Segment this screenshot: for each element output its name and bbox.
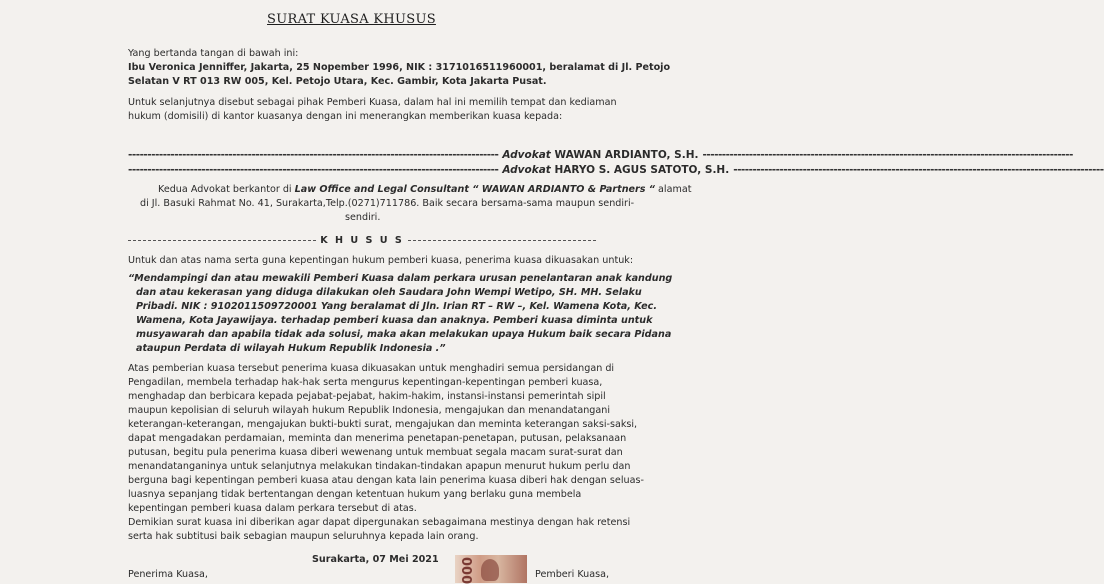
dash-leader: ------------------------------------------------------------------------------------------------ <box>128 164 499 176</box>
revenue-stamp <box>455 555 527 583</box>
body-line: Atas pemberian kuasa tersebut penerima kuasa dikuasakan untuk menghadiri semua persidangan di <box>128 363 615 374</box>
body-line: keterangan-keterangan, mengajukan bukti-bukti surat, mengajukan dan meminta keterangan saksi-saksi, <box>128 419 638 430</box>
quote-line: Pribadi. NIK : 9102011509720001 Yang beralamat di Jln. Irian RT – RW –, Kel. Wamena Kota, Kec. <box>136 301 657 312</box>
place-date: Surakarta, 07 Mei 2021 <box>312 554 439 565</box>
divider-rule <box>408 240 596 241</box>
principal-line-1: Ibu Veronica Jenniffer, Jakarta, 25 Nopember 1996, NIK : 3171016511960001, beralamat di Jl. Petojo <box>128 62 671 73</box>
closing-line-1: Demikian surat kuasa ini diberikan agar dapat dipergunakan sebagaimana mestinya dengan hak retensi <box>128 517 631 528</box>
advocate-1-row <box>128 148 1073 162</box>
paragraph-2: Untuk dan atas nama serta guna kepentingan hukum pemberi kuasa, penerima kuasa dikuasakan untuk: <box>128 255 634 266</box>
body-line: Pengadilan, membela terhadap hak-hak serta mengurus kepentingan-kepentingan pemberi kuasa, <box>128 377 603 388</box>
body-line: menandatanganinya untuk selanjutnya melakukan tindakan-tindakan apapun menurut hukum perlu dan <box>128 461 631 472</box>
quote-line: musyawarah dan apabila tidak ada solusi, maka akan melakukan upaya Hukum baik secara Pidana <box>136 329 672 340</box>
body-line: kepentingan pemberi kuasa dalam perkara tersebut di atas. <box>128 503 417 514</box>
quote-line: dan atau kekerasan yang diduga dilakukan oleh Saudara John Wempi Wetipo, SH. MH. Selaku <box>136 287 642 298</box>
office-line-3: sendiri. <box>345 212 381 223</box>
divider-rule <box>128 240 316 241</box>
khusus-label: K H U S U S <box>320 235 404 246</box>
advocate-2: Advokat HARYO S. AGUS SATOTO, S.H. <box>502 164 730 176</box>
quote-line: Wamena, Kota Jayawijaya. terhadap pemberi kuasa dan anaknya. Pemberi kuasa diminta untuk <box>136 315 653 326</box>
principal-line-2: Selatan V RT 013 RW 005, Kel. Petojo Utara, Kec. Gambir, Kota Jakarta Pusat. <box>128 76 547 87</box>
quote-line: ataupun Perdata di wilayah Hukum Republik Indonesia .” <box>136 343 446 354</box>
paragraph-1-line-2: hukum (domisili) di kantor kuasanya dengan ini menerangkan memberikan kuasa kepada: <box>128 111 563 122</box>
receiver-label: Penerima Kuasa, <box>128 569 208 580</box>
khusus-divider <box>128 234 596 247</box>
closing-line-2: serta hak subtitusi baik sebagian maupun seluruhnya kepada lain orang. <box>128 531 479 542</box>
dash-leader: ------------------------------------------------------------------------------------------------ <box>733 164 1104 176</box>
body-line: maupun kepolisian di seluruh wilayah hukum Republik Indonesia, mengajukan dan menandatangani <box>128 405 610 416</box>
giver-label: Pemberi Kuasa, <box>535 569 610 580</box>
intro-text: Yang bertanda tangan di bawah ini: <box>128 48 299 59</box>
advocate-1: Advokat WAWAN ARDIANTO, S.H. <box>502 149 699 161</box>
garuda-emblem-icon <box>481 559 499 581</box>
paragraph-1-line-1: Untuk selanjutnya disebut sebagai pihak Pemberi Kuasa, dalam hal ini memilih tempat dan kediaman <box>128 97 617 108</box>
body-line: putusan, begitu pula penerima kuasa diberi wewenang untuk membuat segala macam surat-surat dan <box>128 447 623 458</box>
dash-leader: ------------------------------------------------------------------------------------------------ <box>128 149 499 161</box>
dash-leader: ------------------------------------------------------------------------------------------------ <box>702 149 1073 161</box>
body-line: menghadap dan berbicara kepada pejabat-pejabat, hakim-hakim, instansi-instansi pemerintah sipil <box>128 391 606 402</box>
body-line: berguna bagi kepentingan pemberi kuasa atau dengan kata lain penerima kuasa diberi hak dengan seluas- <box>128 475 644 486</box>
quote-line: “Mendampingi dan atau mewakili Pemberi Kuasa dalam perkara urusan penelantaran anak kandung <box>128 273 673 284</box>
office-line-1: Kedua Advokat berkantor di Law Office and Legal Consultant “ WAWAN ARDIANTO & Partners “ alamat <box>158 184 692 195</box>
body-line: luasnya sepanjang tidak bertentangan dengan ketentuan hukum yang berlaku guna membela <box>128 489 582 500</box>
advocate-2-row <box>128 163 1104 177</box>
body-line: dapat mengadakan perdamaian, meminta dan menerima penetapan-penetapan, putusan, pelaksanaan <box>128 433 627 444</box>
office-line-2: di Jl. Basuki Rahmat No. 41, Surakarta,Telp.(0271)711786. Baik secara bersama-sama maupun sendiri- <box>140 198 635 209</box>
stamp-value: 000 <box>458 557 473 584</box>
document-title: SURAT KUASA KHUSUS <box>267 12 436 27</box>
